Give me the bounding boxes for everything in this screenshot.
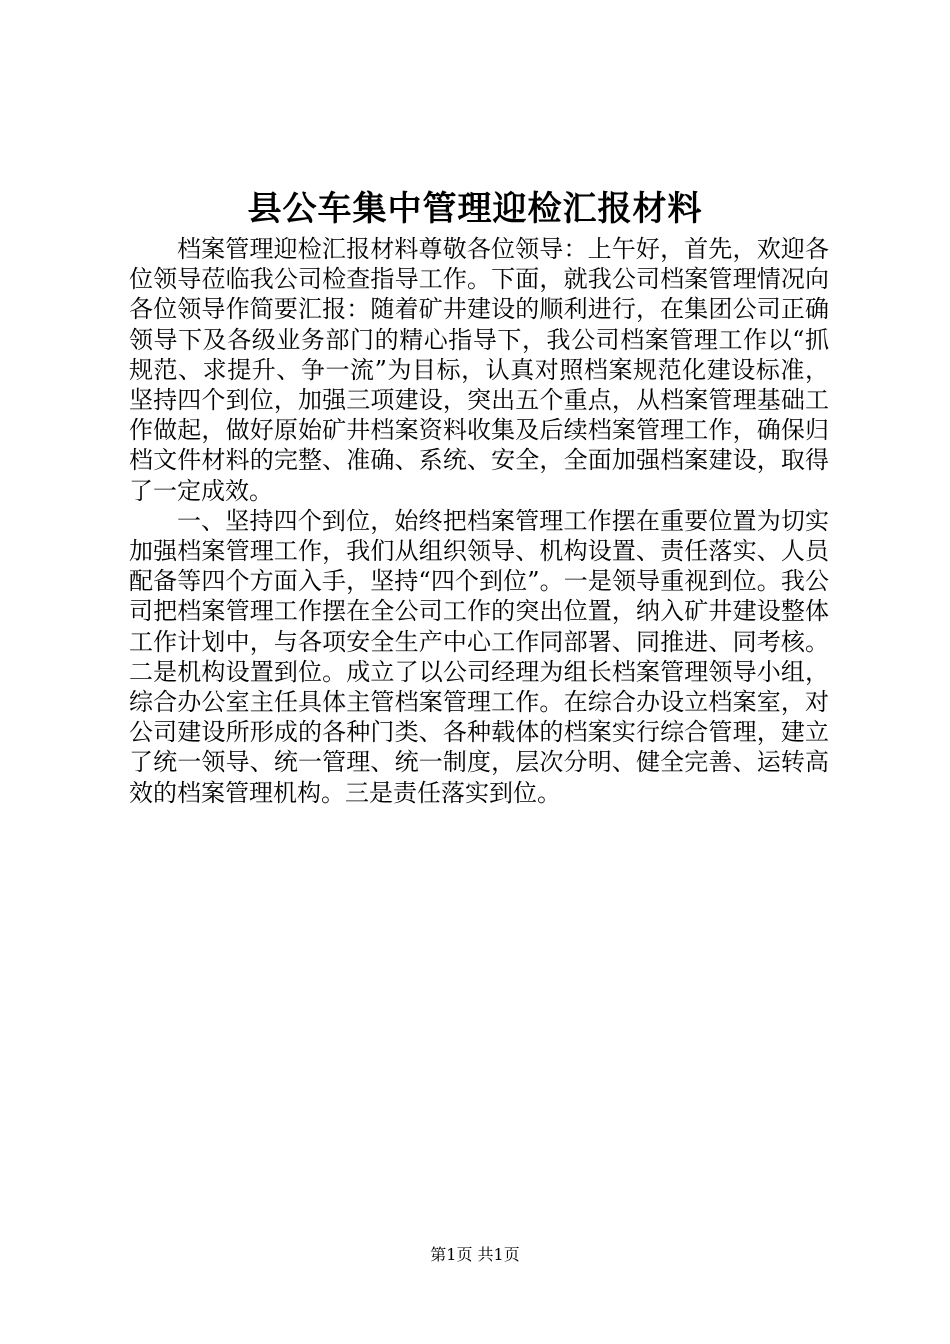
- document-body: [129, 234, 829, 808]
- document-title: 县公车集中管理迎检汇报材料: [247, 189, 703, 229]
- page-footer: 第1页 共1页: [430, 1245, 520, 1264]
- paragraph-2: 一、坚持四个到位，始终把档案管理工作摆在重要位置为切实加强档案管理工作，我们从组织领导、机构设置、责任落实、人员配备等四个方面入手，坚持“四个到位”。一是领导重视到位。我公司把档案管理工作摆在全公司工作的突出位置，纳入矿井建设整体工作计划中，与各项安全生产中心工作同部署、同推进、同考核。二是机构设置到位。成立了以公司经理为组长档案管理领导小组，综合办公室主任具体主管档案管理工作。在综合办设立档案室，对公司建设所形成的各种门类、各种载体的档案实行综合管理，建立了统一领导、统一管理、统一制度，层次分明、健全完善、运转高效的档案管理机构。三是责任落实到位。: [129, 506, 829, 807]
- paragraph-1: 档案管理迎检汇报材料尊敬各位领导：上午好，首先，欢迎各位领导莅临我公司检查指导工作。下面，就我公司档案管理情况向各位领导作简要汇报：随着矿井建设的顺利进行，在集团公司正确领导下及各级业务部门的精心指导下，我公司档案管理工作以“抓规范、求提升、争一流”为目标，认真对照档案规范化建设标准，坚持四个到位，加强三项建设，突出五个重点，从档案管理基础工作做起，做好原始矿井档案资料收集及后续档案管理工作，确保归档文件材料的完整、准确、系统、安全，全面加强档案建设，取得了一定成效。: [129, 235, 829, 505]
